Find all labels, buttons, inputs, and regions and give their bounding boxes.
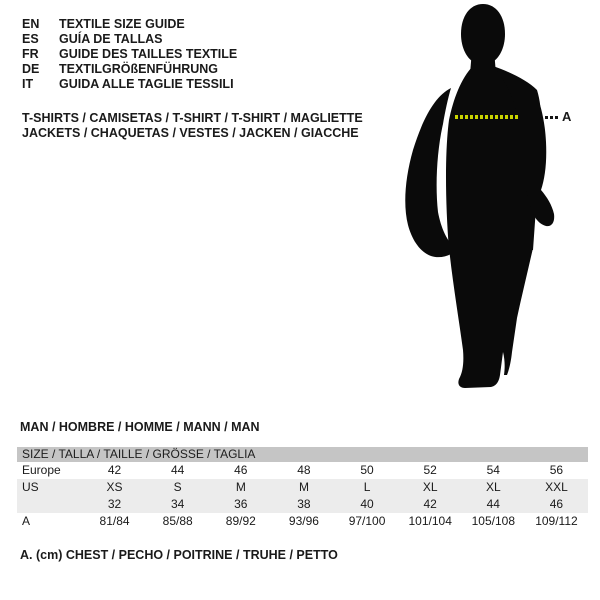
table-row-numeric	[17, 496, 588, 513]
language-code: DE	[22, 62, 40, 76]
table-row-europe	[17, 462, 588, 479]
chest-measure-line-yellow	[455, 115, 518, 119]
table-cell: 34	[171, 497, 185, 511]
man-silhouette	[395, 0, 575, 395]
table-cell: S	[173, 480, 182, 494]
table-cell: 32	[107, 497, 122, 511]
language-row	[22, 17, 237, 32]
table-cell: 93/96	[288, 514, 319, 528]
table-cell: XL	[422, 480, 438, 494]
table-cell: 44	[171, 463, 185, 477]
garment-categories	[22, 111, 363, 141]
table-row-us	[17, 479, 588, 496]
language-code: ES	[22, 32, 39, 46]
gender-section-title: MAN / HOMBRE / HOMME / MANN / MAN	[20, 420, 260, 434]
table-cell: 42	[107, 463, 122, 477]
language-row	[22, 77, 237, 92]
language-title: GUIDE DES TAILLES TEXTILE	[59, 47, 238, 61]
table-cell: XL	[485, 480, 501, 494]
language-title: TEXTILGRÖßENFÜHRUNG	[59, 62, 219, 76]
size-table-header: SIZE / TALLA / TAILLE / GRÖSSE / TAGLIA	[17, 447, 588, 462]
language-row	[22, 32, 237, 47]
chest-measure-line-black	[545, 116, 559, 119]
table-cell: 48	[297, 463, 311, 477]
language-title: GUÍA DE TALLAS	[59, 32, 163, 46]
table-cell: 44	[486, 497, 500, 511]
table-cell: 85/88	[162, 514, 193, 528]
table-cell: 97/100	[348, 514, 386, 528]
category-jackets: JACKETS / CHAQUETAS / VESTES / JACKEN / GIACCHE	[22, 126, 359, 140]
language-title-list	[22, 17, 237, 92]
table-cell: 46	[549, 497, 564, 511]
language-code: FR	[22, 47, 39, 61]
size-table	[17, 447, 588, 530]
table-cell: L	[363, 480, 371, 494]
table-cell: XS	[106, 480, 123, 494]
table-cell: 89/92	[225, 514, 256, 528]
row-label: Europe	[22, 463, 61, 477]
language-row	[22, 47, 237, 62]
table-cell: M	[235, 480, 246, 494]
measure-label-a: A	[562, 109, 572, 124]
language-code: EN	[22, 17, 40, 31]
language-row	[22, 62, 237, 77]
table-cell: 46	[234, 463, 248, 477]
table-cell: XXL	[545, 480, 568, 494]
table-cell: 36	[234, 497, 248, 511]
table-cell: 81/84	[99, 514, 130, 528]
language-code: IT	[22, 77, 34, 91]
row-label: A	[22, 514, 31, 528]
table-cell: 38	[297, 497, 311, 511]
language-title: GUIDA ALLE TAGLIE TESSILI	[59, 77, 234, 91]
table-row-chest-a	[17, 513, 588, 530]
table-cell: 42	[423, 497, 437, 511]
table-cell: 101/104	[408, 514, 452, 528]
table-cell: M	[298, 480, 309, 494]
measurement-footnote: A. (cm) CHEST / PECHO / POITRINE / TRUHE / PETTO	[20, 548, 338, 562]
table-cell: 54	[486, 463, 500, 477]
table-cell: 105/108	[471, 514, 515, 528]
table-cell: 52	[423, 463, 437, 477]
category-tshirts: T-SHIRTS / CAMISETAS / T-SHIRT / T-SHIRT / MAGLIETTE	[22, 111, 363, 125]
language-title: TEXTILE SIZE GUIDE	[59, 17, 185, 31]
table-cell: 40	[360, 497, 374, 511]
silhouette-legs	[449, 248, 533, 388]
row-label	[17, 496, 83, 513]
table-cell: 109/112	[535, 514, 578, 528]
table-cell: 50	[360, 463, 374, 477]
row-label: US	[22, 480, 39, 494]
table-cell: 56	[549, 463, 564, 477]
